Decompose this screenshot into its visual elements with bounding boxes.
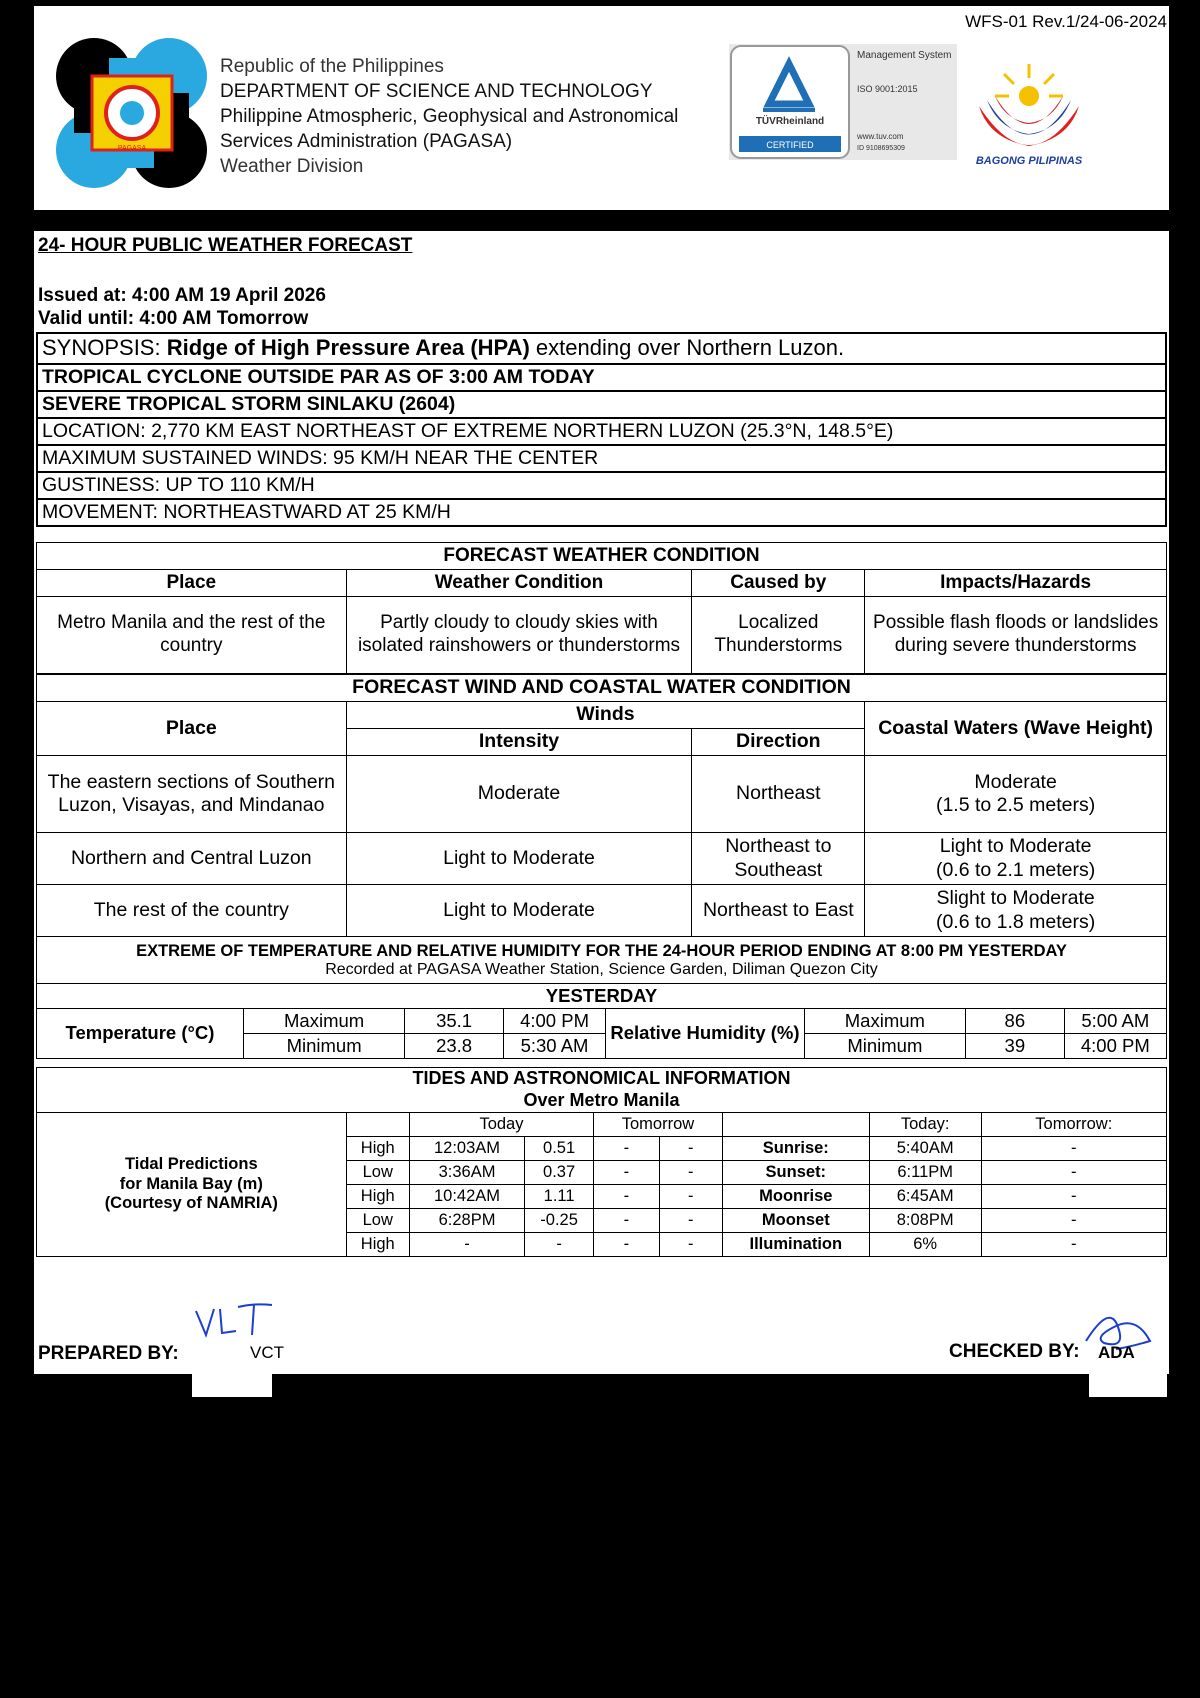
agency-name (220, 54, 678, 179)
tuv-certification-mark (729, 44, 957, 160)
wind-direction: Northeast (692, 756, 865, 833)
astro-label: Moonrise (722, 1185, 869, 1209)
tides-table (36, 1067, 1167, 1257)
cyclone-location: LOCATION: 2,770 KM EAST NORTHEAST OF EXTREME NORTHERN LUZON (25.3°N, 148.5°E) (37, 418, 1166, 445)
wave-height: (0.6 to 1.8 meters) (935, 910, 1096, 933)
header-impacts: Impacts/Hazards (865, 570, 1167, 597)
wind-intensity: Moderate (346, 756, 692, 833)
tide-time-today: 6:28PM (409, 1209, 524, 1233)
rh-max-label: Maximum (804, 1009, 965, 1034)
rh-min-value: 39 (965, 1034, 1064, 1059)
wave-height: (1.5 to 2.5 meters) (935, 794, 1096, 816)
coastal-state: Light to Moderate (939, 835, 1092, 858)
agency-line: Republic of the Philippines (220, 56, 444, 77)
tides-subtitle: Over Metro Manila (523, 1090, 680, 1110)
astro-tomorrow: - (981, 1233, 1166, 1257)
extremes-period: YESTERDAY (37, 984, 1167, 1009)
tides-title: TIDES AND ASTRONOMICAL INFORMATION (412, 1068, 791, 1089)
prepared-signature (192, 1299, 302, 1341)
condition-cause: Localized Thunderstorms (692, 597, 865, 674)
tide-time-tomorrow: - (594, 1137, 660, 1161)
signature-tab (1089, 1374, 1167, 1397)
extremes-table (36, 936, 1167, 1059)
astro-header-today: Today: (869, 1113, 981, 1137)
tide-height-today: 0.51 (525, 1137, 594, 1161)
condition-impacts: Possible flash floods or landslides during severe thunderstorms (865, 597, 1167, 674)
astro-header-blank (722, 1113, 869, 1137)
astro-label: Sunset: (722, 1161, 869, 1185)
cyclone-winds: MAXIMUM SUSTAINED WINDS: 95 KM/H NEAR THE CENTER (37, 445, 1166, 472)
condition-weather: Partly cloudy to cloudy skies with isolated rainshowers or thunderstorms (346, 597, 692, 674)
tide-height-tomorrow: - (659, 1161, 722, 1185)
synopsis-system: Ridge of High Pressure Area (HPA) (166, 335, 530, 361)
astro-tomorrow: - (981, 1209, 1166, 1233)
form-code: WFS-01 Rev.1/24-06-2024 (965, 12, 1167, 31)
tide-height-today: - (525, 1233, 594, 1257)
tide-height-tomorrow: - (659, 1209, 722, 1233)
coastal-state: Moderate (974, 770, 1057, 793)
tide-type: High (346, 1185, 409, 1209)
astro-tomorrow: - (981, 1161, 1166, 1185)
astro-header-tomorrow: Tomorrow: (981, 1113, 1166, 1137)
wind-coastal-table (36, 674, 1167, 937)
synopsis-table (36, 332, 1167, 527)
extremes-title: EXTREME OF TEMPERATURE AND RELATIVE HUMIDITY FOR THE 24-HOUR PERIOD ENDING AT 8:00 PM YESTERDAY (136, 941, 1067, 960)
astro-today: 5:40AM (869, 1137, 981, 1161)
temp-min-value: 23.8 (405, 1034, 504, 1059)
checked-by-label: CHECKED BY: (949, 1341, 1080, 1362)
wind-intensity: Light to Moderate (346, 885, 692, 937)
astro-today: 6:11PM (869, 1161, 981, 1185)
signature-tab (192, 1374, 272, 1397)
tide-time-today: 10:42AM (409, 1185, 524, 1209)
agency-line: Services Administration (PAGASA) (220, 131, 513, 152)
coastal-waters (865, 833, 1167, 885)
extremes-heading (37, 937, 1167, 984)
rh-min-label: Minimum (804, 1034, 965, 1059)
tide-time-tomorrow: - (594, 1161, 660, 1185)
temp-max-value: 35.1 (405, 1009, 504, 1034)
astro-label: Moonset (722, 1209, 869, 1233)
astro-today: 6:45AM (869, 1185, 981, 1209)
extremes-subtitle: Recorded at PAGASA Weather Station, Science Garden, Diliman Quezon City (325, 960, 878, 978)
wind-header-place: Place (37, 702, 347, 756)
tuv-brand: TÜVRheinland (755, 116, 825, 127)
rh-max-value: 86 (965, 1009, 1064, 1034)
wind-header-intensity: Intensity (346, 729, 692, 756)
tuv-badge: CERTIFIED (766, 140, 814, 150)
tide-height-tomorrow: - (659, 1185, 722, 1209)
issued-at: Issued at: 4:00 AM 19 April 2026 (38, 285, 326, 306)
temp-min-time: 5:30 AM (503, 1034, 605, 1059)
cyclone-gustiness: GUSTINESS: UP TO 110 KM/H (37, 472, 1166, 499)
tide-header-blank (346, 1113, 409, 1137)
synopsis (37, 333, 1166, 364)
letterhead (34, 6, 1169, 210)
coastal-waters (865, 885, 1167, 937)
tidal-predictions-label (37, 1113, 347, 1257)
wind-title: FORECAST WIND AND COASTAL WATER CONDITION (37, 675, 1167, 702)
tide-type: Low (346, 1209, 409, 1233)
bagong-pilipinas-logo (959, 34, 1099, 174)
tidal-label-line: for Manila Bay (m) (119, 1174, 263, 1193)
astro-tomorrow: - (981, 1185, 1166, 1209)
wind-direction: Northeast to Southeast (692, 833, 865, 885)
prepared-by-name: VCT (250, 1343, 284, 1362)
tide-type: High (346, 1137, 409, 1161)
tide-type: High (346, 1233, 409, 1257)
header-place: Place (37, 570, 347, 597)
tide-height-today: 0.37 (525, 1161, 594, 1185)
astro-label: Illumination (722, 1233, 869, 1257)
cyclone-movement: MOVEMENT: NORTHEASTWARD AT 25 KM/H (37, 499, 1166, 526)
tuv-url: www.tuv.com (857, 132, 904, 141)
coastal-state: Slight to Moderate (936, 887, 1095, 910)
tide-type: Low (346, 1161, 409, 1185)
weather-condition-title: FORECAST WEATHER CONDITION (37, 543, 1167, 570)
weather-condition-table (36, 542, 1167, 674)
rh-max-time: 5:00 AM (1064, 1009, 1166, 1034)
tide-height-today: -0.25 (525, 1209, 594, 1233)
agency-line: Philippine Atmospheric, Geophysical and Astronomical (220, 106, 679, 127)
tide-time-today: 3:36AM (409, 1161, 524, 1185)
synopsis-label: SYNOPSIS: (42, 335, 161, 361)
temp-min-label: Minimum (243, 1034, 404, 1059)
temp-max-label: Maximum (243, 1009, 404, 1034)
wind-header-winds: Winds (346, 702, 865, 729)
humidity-label: Relative Humidity (%) (606, 1009, 805, 1059)
tide-height-tomorrow: - (659, 1233, 722, 1257)
wind-direction: Northeast to East (692, 885, 865, 937)
astro-label: Sunrise: (722, 1137, 869, 1161)
prepared-by-label: PREPARED BY: (38, 1343, 179, 1364)
cyclone-heading: TROPICAL CYCLONE OUTSIDE PAR AS OF 3:00 AM TODAY (37, 364, 1166, 391)
astro-tomorrow: - (981, 1137, 1166, 1161)
logo-text: PAGASA (117, 145, 147, 152)
tide-time-today: 12:03AM (409, 1137, 524, 1161)
tidal-label-line: Tidal Predictions (124, 1154, 258, 1173)
wind-place: Northern and Central Luzon (37, 833, 347, 885)
tide-time-today: - (409, 1233, 524, 1257)
tides-heading (37, 1068, 1167, 1113)
agency-line: Weather Division (220, 156, 364, 177)
condition-place: Metro Manila and the rest of the country (37, 597, 347, 674)
tide-height-tomorrow: - (659, 1137, 722, 1161)
wind-header-direction: Direction (692, 729, 865, 756)
cyclone-name: SEVERE TROPICAL STORM SINLAKU (2604) (37, 391, 1166, 418)
wind-intensity: Light to Moderate (346, 833, 692, 885)
header-caused-by: Caused by (692, 570, 865, 597)
tide-header-tomorrow: Tomorrow (594, 1113, 723, 1137)
pagasa-logo (54, 38, 209, 188)
wind-place: The rest of the country (37, 885, 347, 937)
tuv-system: Management System (857, 50, 952, 61)
tidal-label-line: (Courtesy of NAMRIA) (104, 1194, 278, 1213)
tuv-iso: ISO 9001:2015 (857, 84, 918, 94)
forecast-title: 24- HOUR PUBLIC WEATHER FORECAST (38, 235, 413, 256)
astro-today: 6% (869, 1233, 981, 1257)
agency-line: DEPARTMENT OF SCIENCE AND TECHNOLOGY (220, 81, 653, 102)
forecast-document (34, 231, 1169, 1374)
tide-time-tomorrow: - (594, 1209, 660, 1233)
tide-height-today: 1.11 (525, 1185, 594, 1209)
astro-today: 8:08PM (869, 1209, 981, 1233)
temperature-label: Temperature (°C) (37, 1009, 244, 1059)
wind-header-coastal: Coastal Waters (Wave Height) (865, 702, 1167, 756)
tide-header-today: Today (409, 1113, 593, 1137)
temp-max-time: 4:00 PM (503, 1009, 605, 1034)
synopsis-detail: extending over Northern Luzon. (535, 335, 845, 361)
checked-by-name: ADA (1098, 1343, 1135, 1362)
coastal-waters (865, 756, 1167, 833)
header-weather-condition: Weather Condition (346, 570, 692, 597)
valid-until: Valid until: 4:00 AM Tomorrow (38, 308, 309, 329)
tide-time-tomorrow: - (594, 1233, 660, 1257)
bagong-pilipinas-label: BAGONG PILIPINAS (975, 155, 1083, 167)
wind-place: The eastern sections of Southern Luzon, Visayas, and Mindanao (37, 756, 347, 833)
tide-time-tomorrow: - (594, 1185, 660, 1209)
rh-min-time: 4:00 PM (1064, 1034, 1166, 1059)
wave-height: (0.6 to 2.1 meters) (935, 858, 1096, 881)
tuv-id: ID 9108695309 (857, 145, 905, 152)
